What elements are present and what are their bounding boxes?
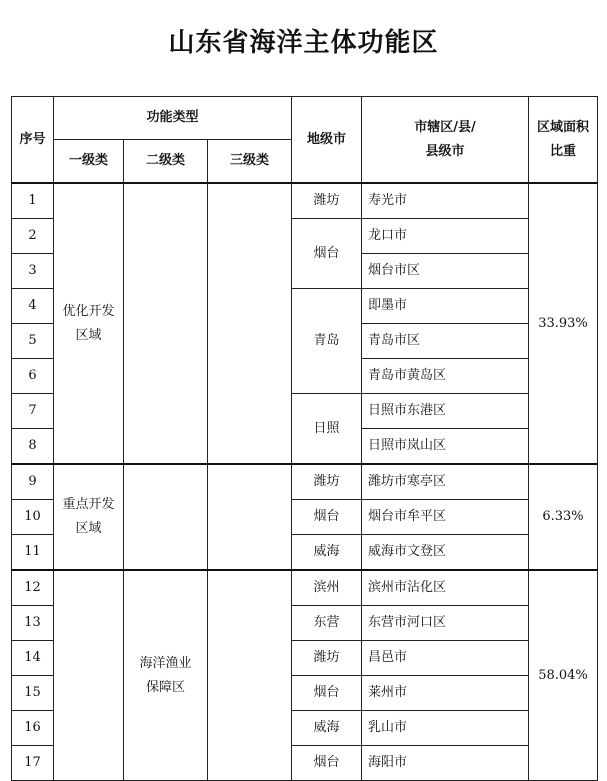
level3-cell	[208, 183, 292, 464]
level1-line2: 区域	[75, 327, 102, 343]
row-index: 3	[12, 254, 54, 289]
prefecture-cell: 滨州	[292, 570, 362, 606]
level1-cell	[54, 570, 124, 781]
level3-cell	[208, 570, 292, 781]
document-title: 山东省海洋主体功能区	[168, 28, 439, 58]
level3-cell	[208, 464, 292, 570]
county-cell: 滨州市沾化区	[362, 570, 529, 606]
row-index: 15	[12, 676, 54, 711]
header-level1: 一级类	[54, 140, 124, 184]
county-cell: 即墨市	[362, 289, 529, 324]
row-index: 16	[12, 711, 54, 746]
prefecture-cell: 青岛	[292, 289, 362, 394]
county-cell: 青岛市区	[362, 324, 529, 359]
county-cell: 潍坊市寒亭区	[362, 464, 529, 500]
level1-cell	[54, 464, 124, 570]
row-index: 12	[12, 570, 54, 606]
level2-line1: 海洋渔业	[139, 655, 192, 671]
header-county	[362, 97, 529, 184]
row-index: 11	[12, 535, 54, 571]
header-prefecture: 地级市	[292, 97, 362, 184]
level1-cell	[54, 183, 124, 464]
table-row	[12, 464, 598, 500]
row-index: 1	[12, 183, 54, 219]
prefecture-cell: 潍坊	[292, 183, 362, 219]
level2-line2: 保障区	[145, 679, 185, 695]
header-level3: 三级类	[208, 140, 292, 184]
level1-line1: 重点开发	[62, 497, 115, 512]
county-cell: 东营市河口区	[362, 606, 529, 641]
row-index: 7	[12, 394, 54, 429]
header-ratio	[529, 97, 598, 184]
level1-line2: 区域	[75, 521, 102, 536]
county-cell: 海阳市	[362, 746, 529, 781]
row-index: 14	[12, 641, 54, 676]
prefecture-cell: 东营	[292, 606, 362, 641]
county-cell: 日照市东港区	[362, 394, 529, 429]
function-zone-table	[11, 96, 598, 781]
row-index: 13	[12, 606, 54, 641]
county-cell: 烟台市区	[362, 254, 529, 289]
county-cell: 日照市岚山区	[362, 429, 529, 465]
row-index: 10	[12, 500, 54, 535]
level2-cell	[124, 183, 208, 464]
county-cell: 昌邑市	[362, 641, 529, 676]
row-index: 9	[12, 464, 54, 500]
level1-line1: 优化开发	[62, 303, 115, 319]
prefecture-cell: 烟台	[292, 676, 362, 711]
table-row	[12, 183, 598, 219]
header-county-line1: 市辖区/县/	[414, 119, 476, 135]
header-ratio-line1: 区域面积	[536, 119, 589, 135]
header-function-type: 功能类型	[54, 97, 292, 140]
county-cell: 烟台市牟平区	[362, 500, 529, 535]
ratio-cell: 6.33%	[529, 464, 598, 570]
county-cell: 莱州市	[362, 676, 529, 711]
county-cell: 乳山市	[362, 711, 529, 746]
ratio-cell: 58.04%	[529, 570, 598, 781]
county-cell: 威海市文登区	[362, 535, 529, 571]
header-level2: 二级类	[124, 140, 208, 184]
level2-cell	[124, 464, 208, 570]
level2-cell	[124, 570, 208, 781]
table-row	[12, 570, 598, 606]
county-cell: 寿光市	[362, 183, 529, 219]
row-index: 8	[12, 429, 54, 465]
county-cell: 青岛市黄岛区	[362, 359, 529, 394]
prefecture-cell: 烟台	[292, 219, 362, 289]
header-ratio-line2: 比重	[549, 143, 576, 159]
row-index: 2	[12, 219, 54, 254]
prefecture-cell: 潍坊	[292, 464, 362, 500]
header-index: 序号	[12, 97, 54, 184]
row-index: 5	[12, 324, 54, 359]
county-cell: 龙口市	[362, 219, 529, 254]
row-index: 17	[12, 746, 54, 781]
ratio-cell: 33.93%	[529, 183, 598, 464]
prefecture-cell: 潍坊	[292, 641, 362, 676]
prefecture-cell: 威海	[292, 711, 362, 746]
prefecture-cell: 烟台	[292, 500, 362, 535]
row-index: 6	[12, 359, 54, 394]
prefecture-cell: 威海	[292, 535, 362, 571]
prefecture-cell: 烟台	[292, 746, 362, 781]
header-county-line2: 县级市	[425, 143, 465, 159]
row-index: 4	[12, 289, 54, 324]
prefecture-cell: 日照	[292, 394, 362, 465]
